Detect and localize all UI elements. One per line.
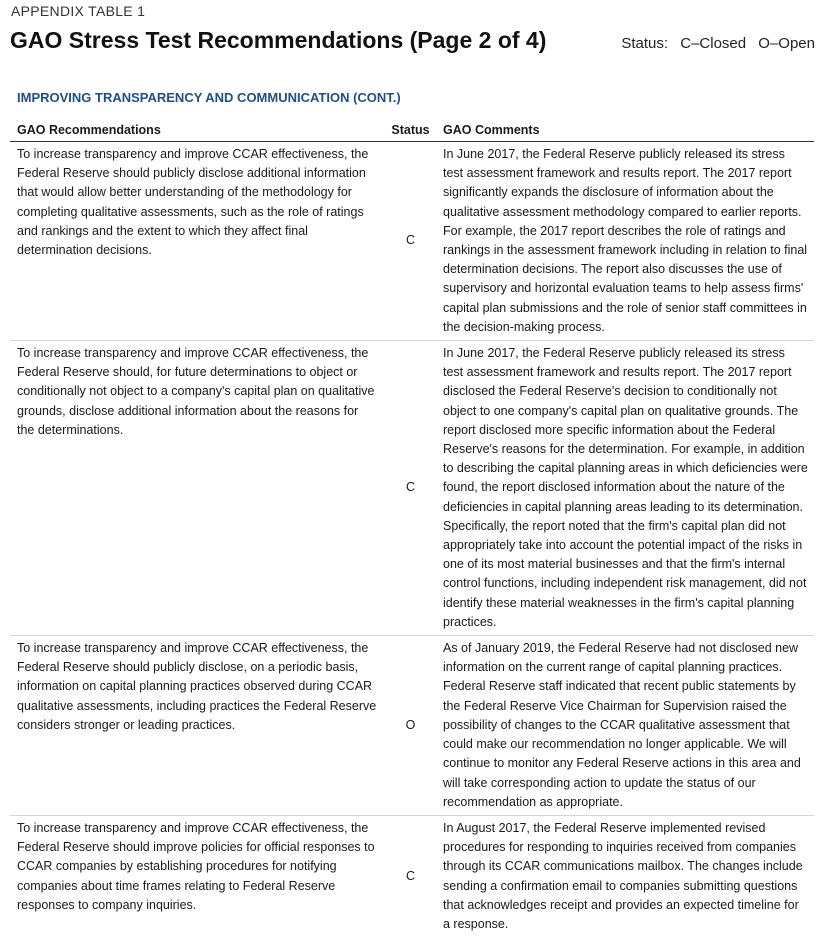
table-header-row: [10, 120, 814, 142]
status-key-closed: C–Closed: [680, 35, 747, 52]
column-header-status: Status: [385, 120, 436, 142]
status-cell: C: [385, 341, 436, 636]
recommendations-table: [10, 120, 814, 937]
section-heading: IMPROVING TRANSPARENCY AND COMMUNICATION (CONT.): [17, 90, 401, 105]
column-header-comments: GAO Comments: [436, 120, 814, 142]
appendix-label: APPENDIX TABLE 1: [11, 3, 146, 19]
recommendation-cell: To increase transparency and improve CCAR effectiveness, the Federal Reserve should publicly disclose additional information that would allow better understanding of the methodology for completing qualitative assessments, such as the role of ratings and rankings and the extent to which they affect final determination decisions.: [10, 142, 385, 341]
recommendation-cell: To increase transparency and improve CCAR effectiveness, the Federal Reserve should publicly disclose, on a periodic basis, information on capital planning practices observed during CCAR qualitative assessments, including practices the Federal Reserve considers stronger or leading practices.: [10, 636, 385, 816]
status-key-label: Status:: [621, 35, 669, 52]
comment-cell: As of January 2019, the Federal Reserve had not disclosed new information on the current range of capital planning practices. Federal Reserve staff indicated that recent public statements by the Federal Reserve Vice Chairman for Supervision raised the possibility of changes to the CCAR qualitative assessment that could make our recommendation no longer applicable. We will continue to monitor any Federal Reserve actions in this area and will take corresponding action to update the status of our recommendation as appropriate.: [436, 636, 814, 816]
comment-cell: In June 2017, the Federal Reserve publicly released its stress test assessment framework and results report. The 2017 report disclosed the Federal Reserve's decision to conditionally not object to one company's capital plan on qualitative grounds. The report disclosed more specific information about the Federal Reserve's reasons for the determination. For example, in addition to describing the capital planning areas in which deficiencies were found, the report disclosed information about the nature of the deficiencies in capital planning areas leading to its determination. Specifically, the report noted that the firm's capital plan did not appropriately take into account the potential impact of the risks in one of its most material businesses and that the firm's internal control functions, including independent risk management, did not identify these material weaknesses in the firm's capital planning practices.: [436, 341, 814, 636]
page-title: GAO Stress Test Recommendations (Page 2 of 4): [10, 27, 547, 53]
recommendation-cell: To increase transparency and improve CCAR effectiveness, the Federal Reserve should, for future determinations to object or conditionally not object to a company's capital plan on qualitative grounds, disclose additional information about the reasons for the determinations.: [10, 341, 385, 636]
table-row: [10, 341, 814, 636]
status-cell: O: [385, 636, 436, 816]
comment-cell: In June 2017, the Federal Reserve publicly released its stress test assessment framework and results report. The 2017 report significantly expands the disclosure of information about the qualitative assessment methodology compared to earlier reports. For example, the 2017 report describes the role of ratings and rankings in the assessment framework including in relation to final determination decisions. The report also discusses the use of supervisory and horizontal evaluation teams to help assess firms' capital plan submissions and the role of senior staff committees in the decision-making process.: [436, 142, 814, 341]
table-row: [10, 142, 814, 341]
comment-cell: In August 2017, the Federal Reserve implemented revised procedures for responding to inquiries received from companies through its CCAR communications mailbox. The changes include sending a confirmation email to companies submitting questions that acknowledges receipt and provides an expected timeline for a response.: [443, 820, 803, 931]
status-key-open: O–Open: [758, 35, 815, 52]
table-row: [10, 636, 814, 816]
recommendation-cell: To increase transparency and improve CCAR effectiveness, the Federal Reserve should improve policies for official responses to CCAR companies by establishing procedures for notifying companies about time frames relating to Federal Reserve responses to company inquiries.: [17, 820, 375, 912]
status-cell: C: [385, 142, 436, 341]
column-header-recommendations: GAO Recommendations: [10, 120, 385, 142]
status-cell: C: [405, 868, 416, 883]
status-key: [613, 35, 815, 52]
